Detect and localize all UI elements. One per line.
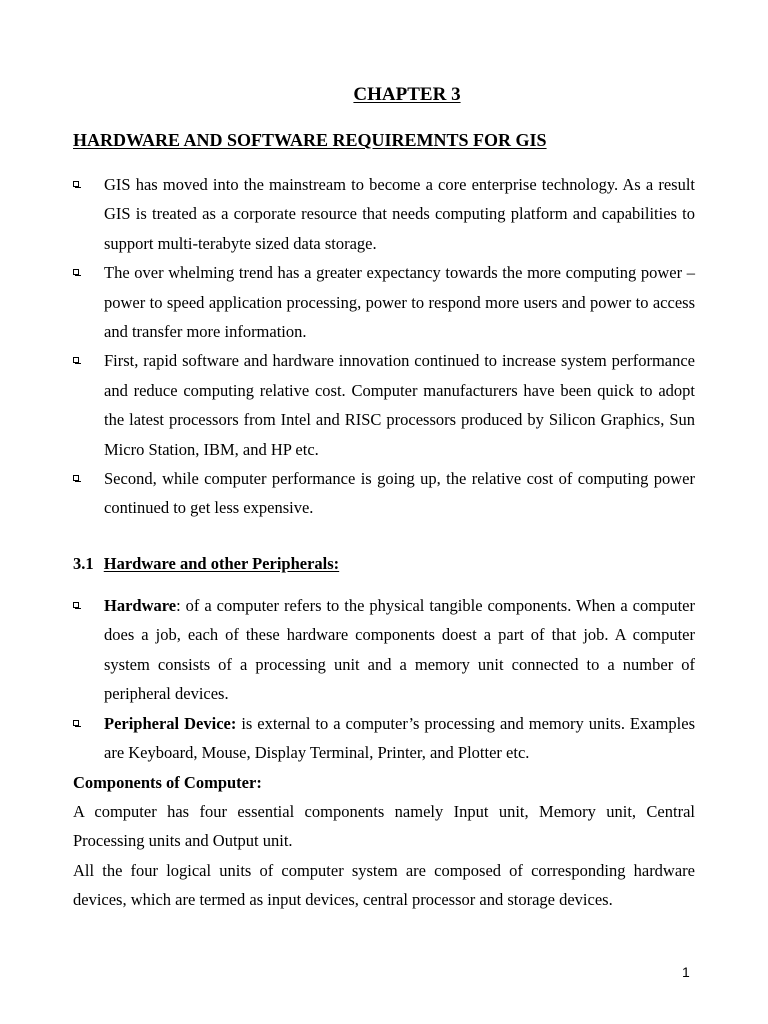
list-item [73,464,695,523]
square-bullet-icon [73,720,79,726]
definition-item [73,591,695,709]
paragraph-components: A computer has four essential components namely Input unit, Memory unit, Central Processing units and Output unit. [73,802,695,851]
section-number: 3.1 [73,554,94,573]
components-heading: Components of Computer: [73,773,262,792]
paragraph-logical-units: All the four logical units of computer system are composed of corresponding hardware devices, which are termed as input devices, central processor and storage devices. [73,861,695,910]
list-item [73,258,695,346]
definition-list [73,591,695,767]
definition-term: Peripheral Device: [104,713,237,733]
definition-text: is external to a computer’s processing and memory units. Examples are Keyboard, Mouse, Display Terminal, Printer, and Plotter etc. [104,713,695,763]
definition-text: : of a computer refers to the physical tangible components. When a computer does a job, each of these hardware components doest a part of that job. A computer system consists of a processing unit and a memory unit connected to a number of peripheral devices. [104,596,695,704]
square-bullet-icon [73,269,79,275]
chapter-title-text: CHAPTER 3 [353,84,461,105]
bullet-text: GIS has moved into the mainstream to become a core enterprise technology. As a result GIS is treated as a corporate resource that needs computing platform and capabilities to support multi-terabyte sized data storage. [104,175,695,253]
list-item [73,346,695,464]
section-heading [73,553,339,575]
bullet-text: The over whelming trend has a greater expectancy towards the more computing power – power to speed application processing, power to respond more users and power to access and transfer more information. [104,263,695,342]
section-title: Hardware and other Peripherals: [103,554,340,573]
bullet-text: First, rapid software and hardware innovation continued to increase system performance and reduce computing relative cost. Computer manufacturers have been quick to adopt the latest processors from Intel and RISC processors produced by Silicon Graphics, Sun Micro Station, IBM, and HP etc. [104,351,695,459]
definition-item [73,709,695,768]
main-heading: HARDWARE AND SOFTWARE REQUIREMNTS FOR GIS [73,130,547,150]
definition-term: Hardware [104,596,177,615]
intro-bullet-list [73,170,695,523]
square-bullet-icon [73,357,79,363]
square-bullet-icon [73,181,79,187]
list-item [73,170,695,258]
square-bullet-icon [73,602,79,608]
page-number: 1 [682,964,690,980]
chapter-title [0,84,768,106]
square-bullet-icon [73,475,79,481]
bullet-text: Second, while computer performance is going up, the relative cost of computing power continued to get less expensive. [104,469,695,518]
